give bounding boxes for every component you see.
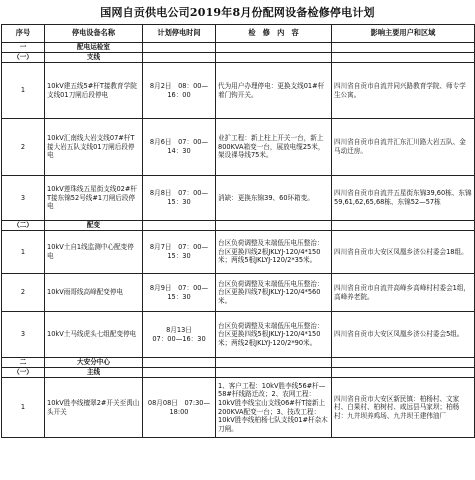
empty-cell [332,368,475,378]
row-no: 2 [2,119,45,176]
row-no: 1 [2,63,45,119]
empty-cell [143,368,216,378]
subsection-row [2,221,475,231]
row-time: 8月6日 07：00—14：30 [143,119,216,176]
subsection-row [2,53,475,63]
row-time: 8月2日 08：00—16：00 [143,63,216,119]
subsection-name: 主线 [45,368,143,378]
col-header-device: 停电设备名称 [45,25,143,43]
row-time: 8月7日 07：00—15：30 [143,231,216,274]
row-impact: 四川省自贡市自流井同兴路教育学院、师专学生公寓。 [332,63,475,119]
empty-cell [332,221,475,231]
row-time: 8月8日 07：00—15：30 [143,176,216,221]
empty-cell [216,43,332,53]
section-name: 大安分中心 [45,358,143,368]
outage-plan-table [1,24,475,438]
subsection-name: 配变 [45,221,143,231]
row-time: 8月13日 07：00—16：30 [143,312,216,358]
table-row [2,63,475,119]
row-content: 台区负荷调整及末端低压电压整治：台区更换四线5根JKLYJ-120/4*150米；两线2根JKLYJ-120/2*90米。 [216,312,332,358]
row-content: 台区负荷调整及末端低压电压整治：台区更换四线2根JKLYJ-120/4*150米；两线5根JKLYJ-120/2*35米。 [216,231,332,274]
row-content: 业扩工程：新上柱上开关一台，新上800KVA箱变一台，展放电缆25米，架设裸导线75米。 [216,119,332,176]
section-no: 二 [2,358,45,368]
table-row [2,312,475,358]
table-row [2,274,475,312]
col-header-impact: 影响主要用户和区域 [332,25,475,43]
empty-cell [332,43,475,53]
row-impact: 四川省自贡市自流井汇东汇川路大岩五队、金马动迁房。 [332,119,475,176]
empty-cell [216,221,332,231]
subsection-name: 支线 [45,53,143,63]
row-no: 2 [2,274,45,312]
empty-cell [143,221,216,231]
row-content: 台区负荷调整及末端低压电压整治：台区更换四线7根JKLYJ-120/4*560米。 [216,274,332,312]
table-row [2,231,475,274]
empty-cell [143,53,216,63]
row-device: 10kV雨哥线高峰配变停电 [45,274,143,312]
row-device: 10kV胜李线檀翠2#开关至禹山头开关 [45,378,143,438]
row-impact: 四川省自贡市大安区凤凰乡济公村委会18组。 [332,231,475,274]
row-device: 10kV汇南线大岩支线07#杆T接大岩五队支线01刀闸后段停电 [45,119,143,176]
row-no: 1 [2,231,45,274]
subsection-row [2,368,475,378]
row-time: 8月9日 07：00—15：30 [143,274,216,312]
empty-cell [216,368,332,378]
row-device: 10kV土马线虎头七组配变停电 [45,312,143,358]
row-impact: 四川省自贡市自流井五星街东锦39,60栋、东锦59,61,62,65,68栋、东锦52—57栋 [332,176,475,221]
section-row [2,358,475,368]
empty-cell [143,43,216,53]
table-row [2,176,475,221]
subsection-no: （一） [2,368,45,378]
table-header-row [2,25,475,43]
row-impact: 四川省自贡市大安区凤凰乡济公村委会5组。 [332,312,475,358]
section-name: 配电运检室 [45,43,143,53]
empty-cell [216,358,332,368]
row-impact: 四川省自贡市自流井高峰乡高峰村村委会1组，高峰养老院。 [332,274,475,312]
row-content: 代为用户办理停电：更换支线01#杆着门钩开关。 [216,63,332,119]
row-impact: 四川省自贡市大安区新民镇：柏杨村、文家村、白果村、柏树村、咸远县马家坝；柏杨村：九井坝养鸡场、九井坝王建伟油厂 [332,378,475,438]
table-row [2,378,475,438]
page-title: 国网自贡供电公司2019年8月份配网设备检修停电计划 [100,6,375,19]
row-no: 3 [2,176,45,221]
empty-cell [332,358,475,368]
row-device: 10kV莲珠线五星街支线02#杆T接东锦52号线#1刀闸后段停电 [45,176,143,221]
col-header-no: 序号 [2,25,45,43]
row-time: 08月08日 07:30—18:00 [143,378,216,438]
row-content: 1、客户工程：10kV胜李线56#杆—58#杆线路迁改；2、农网工程：10kV胜李线宝山支线06#杆T接新上200KVA配变一台；3、技改工程：10kV胜李线柏杨七队支线01#杆杂木刀闸。 [216,378,332,438]
empty-cell [143,358,216,368]
section-no: 一 [2,43,45,53]
col-header-content: 检 修 内 容 [216,25,332,43]
row-no: 1 [2,378,45,438]
section-row [2,43,475,53]
row-device: 10kV建五线5#杆T接教育学院支线01刀闸后段停电 [45,63,143,119]
empty-cell [216,53,332,63]
col-header-time: 计划停电时间 [143,25,216,43]
subsection-no: （二） [2,221,45,231]
row-no: 3 [2,312,45,358]
subsection-no: （一） [2,53,45,63]
table-row [2,119,475,176]
row-device: 10kV土自1线监测中心配变停电 [45,231,143,274]
empty-cell [332,53,475,63]
row-content: 消缺：更换东锦39、60环箱变。 [216,176,332,221]
